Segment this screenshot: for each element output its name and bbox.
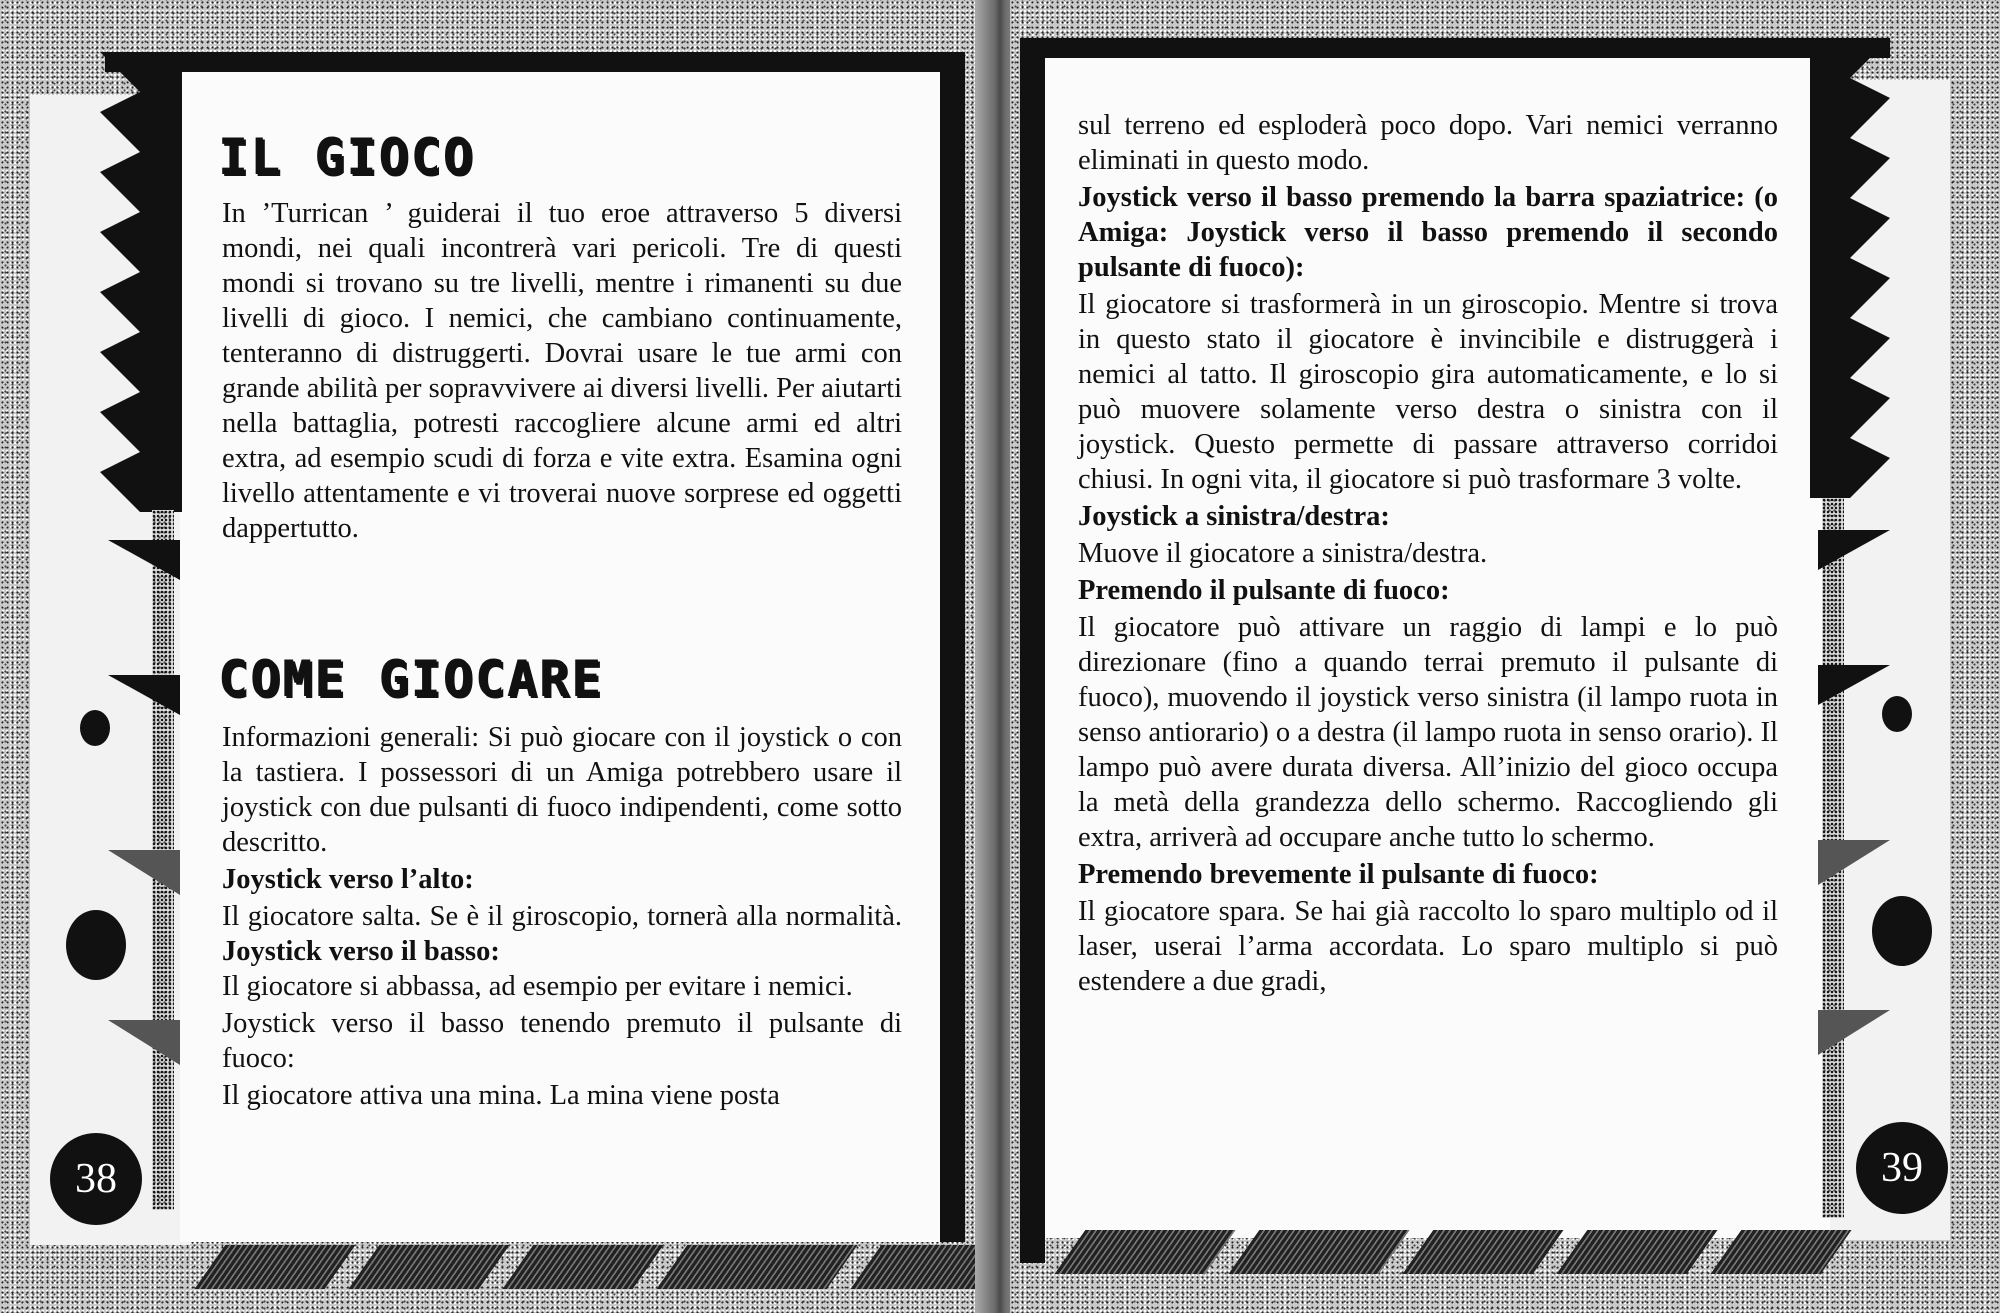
page-number-38: 38 [50, 1133, 142, 1225]
paragraph: Joystick verso il basso tenendo premuto il pulsante di fuoco: [222, 1008, 902, 1074]
right-triangle-3 [1818, 840, 1890, 885]
stripe [503, 1245, 664, 1289]
subheading: Premendo il pulsante di fuoco: [1078, 575, 1450, 606]
paragraph: Il giocatore si abbassa, ad esempio per evitare i nemici. [222, 971, 853, 1002]
stripe [657, 1245, 858, 1289]
left-text-block-1 [222, 196, 902, 546]
right-triangle-2 [1818, 665, 1890, 705]
right-bottom-stripes [1070, 1230, 1836, 1274]
left-triangle-1 [108, 540, 180, 580]
heading-come-giocare: COME GIOCARE [218, 650, 604, 708]
paragraph: Muove il giocatore a sinistra/destra. [1078, 538, 1488, 569]
paragraph: In ’Turrican ’ guiderai il tuo eroe attraverso 5 diversi mondi, nei quali incontrerà vari pericoli. Tre di questi mondi si trovano su tre livelli, mentre i rimanenti su due livelli di gioco. I nemici, che cambiano continuamente, tenteranno di distruggerti. Dovrai usare le tue armi con grande abilità per sopravvivere ai diversi livelli. Per aiutarti nella battaglia, potresti raccogliere alcune armi ed altri extra, ad esempio scudi di forza e vite extra. Esamina ogni livello attentamente e vi troverai nuove sorprese ed oggetti dappertutto. [222, 198, 902, 544]
left-right-bar [940, 52, 965, 1242]
paragraph: Il giocatore attiva una mina. La mina viene posta [222, 1080, 780, 1111]
right-large-dot [1872, 896, 1932, 966]
paragraph: Il giocatore spara. Se hai già raccolto lo sparo multiplo od il laser, userai l’arma accordata. Lo sparo multiplo si può estendere a due gradi, [1078, 896, 1778, 997]
left-bottom-stripes [210, 1245, 990, 1289]
right-zigzag-strip [1810, 38, 1890, 498]
right-left-bar [1020, 38, 1045, 1263]
stripe [1711, 1230, 1852, 1274]
stripe [1557, 1230, 1718, 1274]
subheading: Joystick a sinistra/destra: [1078, 501, 1390, 532]
left-top-bar [105, 52, 965, 72]
stripe [349, 1245, 510, 1289]
heading-il-gioco: IL GIOCO [218, 128, 475, 186]
right-triangle-1 [1818, 530, 1890, 570]
stripe [1229, 1230, 1410, 1274]
left-triangle-4 [108, 1020, 180, 1065]
left-page [0, 0, 990, 1313]
paragraph [222, 899, 902, 969]
left-small-dot [80, 710, 110, 746]
left-triangle-3 [108, 850, 180, 895]
right-text-block [1078, 108, 1778, 999]
left-zigzag-strip [100, 52, 182, 512]
subheading: Joystick verso il basso premendo la barra spaziatrice: (o Amiga: Joystick verso il basso premendo il secondo pulsante di fuoco): [1078, 182, 1778, 283]
subheading: Premendo brevemente il pulsante di fuoco: [1078, 859, 1599, 890]
paragraph: Informazioni generali: Si può giocare con il joystick o con la tastiera. I possessori di un Amiga potrebbero usare il joystick con due pulsanti di fuoco indipendenti, come sotto descritto. [222, 722, 902, 858]
left-large-dot [66, 910, 126, 980]
right-page [1010, 0, 2000, 1313]
right-top-bar [1020, 38, 1890, 58]
stripe [195, 1245, 356, 1289]
paragraph-text: Il giocatore salta. Se è il giroscopio, tornerà alla normalità. [222, 901, 902, 932]
stripe [1055, 1230, 1236, 1274]
left-triangle-2 [108, 675, 180, 715]
paragraph: Il giocatore può attivare un raggio di lampi e lo può direzionare (fino a quando terrai premuto il pulsante di fuoco), muovendo il joystick verso sinistra (il lampo ruota in senso antiorario) o a destra (il lampo ruota in senso orario). Il lampo può avere durata diversa. All’inizio del gioco occupa la metà della grandezza dello schermo. Raccogliendo gli extra, arriverà ad occupare anche tutto lo schermo. [1078, 612, 1778, 853]
stripe [1403, 1230, 1564, 1274]
right-small-dot [1882, 696, 1912, 732]
paragraph: Il giocatore si trasformerà in un giroscopio. Mentre si trova in questo stato il giocatore è invincibile e distruggerà i nemici al tatto. Il giroscopio gira automaticamente, e lo si può muovere solamente verso destra o sinistra con il joystick. Questo permette di passare attraverso corridoi chiusi. In ogni vita, il giocatore si può trasformare 3 volte. [1078, 289, 1778, 495]
inline-subheading: Joystick verso il basso: [222, 936, 500, 967]
stripe [851, 1245, 990, 1289]
right-triangle-4 [1818, 1010, 1890, 1055]
left-text-block-2 [222, 720, 902, 1113]
paragraph: sul terreno ed esploderà poco dopo. Vari nemici verranno eliminati in questo modo. [1078, 110, 1778, 176]
subheading: Joystick verso l’alto: [222, 864, 474, 895]
page-number-39: 39 [1856, 1122, 1948, 1214]
